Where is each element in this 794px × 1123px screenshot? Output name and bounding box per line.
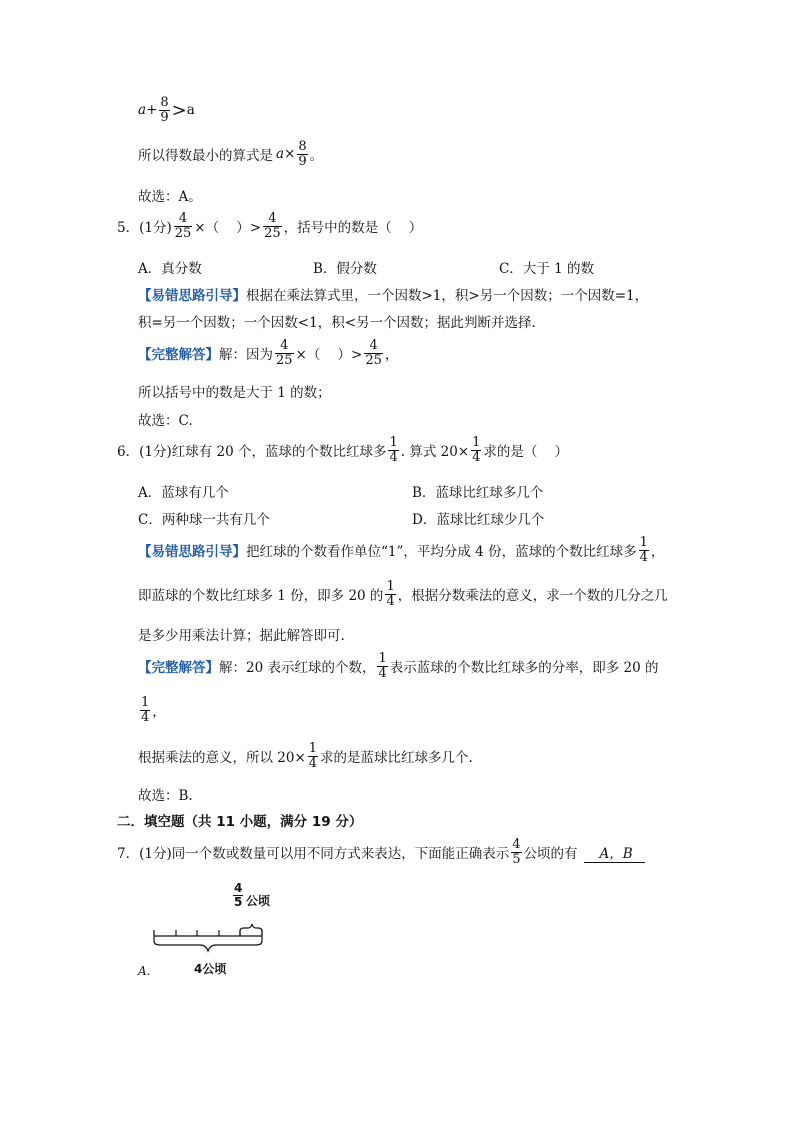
q6-option-a: A．蓝球有几个 [138,485,229,501]
q7-answer-blank: A，B [584,842,645,863]
q7-number: 7．(1分) [117,846,172,863]
diagram-top-fraction: $\frac{4}{5}$ [234,881,243,909]
greater-sign: > [171,99,187,121]
q5-choice: 故选：C. [138,413,193,429]
q5-number: 5．(1分) [117,220,172,237]
diagram-option-label: A. [138,964,151,978]
diagram-top-unit: 公顷 [246,894,271,908]
q6-option-b: B．蓝球比红球多几个 [412,485,544,501]
q5-option-a: A．真分数 [138,261,202,277]
plus-sign: + [146,102,158,119]
q7-stem: 7．(1分) 同一个数或数量可以用不同方式来表达，下面能正确表示 $\frac{4}{5}$ 公顷的有 A，B [117,838,645,866]
fraction: $\frac{8}{9}$ [160,95,169,125]
q6-stem: 6．(1分) 红球有 20 个，蓝球的个数比红球多 $\frac{1}{4}$ . 算式 20× $\frac{1}{4}$ 求的是（ ） [117,435,569,465]
fraction: $\frac{4}{25}$ [174,211,192,241]
q6-answer-line1: 【完整解答】 解：20 表示红球的个数， $\frac{1}{4}$ 表示蓝球的个数比红球多的分率，即多 20 的 [138,651,659,681]
q5-option-b: B．假分数 [313,261,377,277]
fraction: $\frac{1}{4}$ [389,435,398,465]
q6-number: 6．(1分) [117,444,172,461]
q5-answer-line2: 所以括号中的数是大于 1 的数； [138,385,331,401]
hint-tag: 【易错思路引导】 [138,544,246,561]
q5-hint-line2: 积=另一个因数；一个因数<1，积<另一个因数；据此判断并选择. [138,315,536,331]
fraction: $\frac{4}{25}$ [264,211,281,241]
q6-option-c: C．两种球一共有几个 [138,512,270,528]
fraction: $\frac{1}{4}$ [378,651,387,681]
q7-diagram [140,878,290,978]
var-a-rhs: a [186,102,195,119]
fraction: $\frac{4}{25}$ [276,338,293,368]
q6-hint-line2: 即蓝球的个数比红球多 1 份，即多 20 的 $\frac{1}{4}$ ，根据分数乘法的意义，求一个数的几分之几 [138,579,668,609]
fraction: $\frac{1}{4}$ [639,535,648,565]
fraction: $\frac{1}{4}$ [308,741,318,771]
q6-answer-line2: $\frac{1}{4}$ ， [141,695,166,725]
fraction: $\frac{8}{9}$ [298,139,307,169]
fraction: $\frac{4}{25}$ [365,338,382,368]
q6-option-d: D．蓝球比红球少几个 [412,512,545,528]
q5-answer-line1: 【完整解答】 解：因为 $\frac{4}{25}$ ×（ ）> $\frac{4}{25}$ ， [138,338,399,368]
answer-tag: 【完整解答】 [138,660,219,677]
q6-answer-line3: 根据乘法的意义，所以 20× $\frac{1}{4}$ 求的是蓝球比红球多几个. [138,741,473,771]
diagram-bottom-label: 4公顷 [194,962,227,976]
q5-option-c: C．大于 1 的数 [499,261,595,277]
fraction: $\frac{1}{4}$ [386,579,395,609]
fraction: $\frac{1}{4}$ [141,695,150,725]
q5-stem: 5．(1分) $\frac{4}{25}$ ×（ ）> $\frac{4}{25}$ ，括号中的数是（ ） [117,211,423,241]
answer-tag: 【完整解答】 [138,347,219,364]
fraction: $\frac{4}{5}$ [512,837,521,867]
var-a: a [138,102,147,119]
section-heading: 二．填空题（共 11 小题，满分 19 分） [117,814,363,830]
q5-hint-line1: 【易错思路引导】 根据在乘法算式里，一个因数>1，积>另一个因数；一个因数=1， [138,284,648,304]
prev-choice: 故选：A。 [138,189,202,205]
prev-conclusion: 所以得数最小的算式是 a × $\frac{8}{9}$ 。 [138,139,324,169]
hint-tag: 【易错思路引导】 [138,288,246,304]
q6-choice: 故选：B. [138,788,193,804]
fraction: $\frac{1}{4}$ [472,435,481,465]
q6-hint-line1: 【易错思路引导】 把红球的个数看作单位“1”，平均分成 4 份，蓝球的个数比红球多 $\frac{1}{4}$ ， [138,535,665,565]
prev-inequality [138,96,195,124]
q6-hint-line3: 是多少用乘法计算；据此解答即可. [138,628,345,644]
